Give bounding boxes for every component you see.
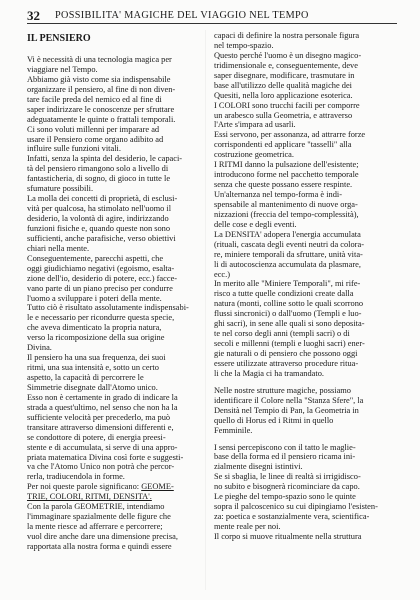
text-line: Nelle nostre strutture magiche, possiamo	[214, 385, 351, 395]
text-line: essere utilizzate attraverso procedure ritua-	[214, 358, 359, 368]
underlined-keyword: GEOME-	[141, 482, 174, 492]
text-line: rapportata alla nostra forma e quindi essere	[27, 541, 172, 551]
text-line	[27, 482, 208, 492]
text-line: stente e di accumulata, si serve di una appro-	[27, 442, 178, 452]
text-line: Tutto ciò è risultato assolutamente indispensabi-	[27, 303, 189, 313]
text-line: Con la parola GEOMETRIE, intendiamo	[27, 502, 165, 512]
text-line: gie naturali o di pensiero che possono oggi	[214, 349, 358, 358]
text-line: In merito alle "Miniere Temporali", mi rife-	[214, 279, 361, 289]
text-line: delle cose e degli eventi.	[214, 219, 297, 229]
text-line: vuol dire anche dare una dimensione precisa,	[27, 532, 178, 541]
text-line: (rituali, cascata degli eventi neutri da colora-	[214, 239, 364, 249]
text-line: Quesiti, nella loro applicazione esoterica.	[214, 90, 353, 100]
text-line: organizzare il pensiero, al fine di non diven-	[27, 84, 176, 94]
text-line: senza che queste possano essere respinte.	[214, 180, 353, 190]
text-line: funzioni fisiche e, quando queste non sono	[27, 223, 171, 233]
text-line: risco a tutte quelle condizioni create dalla	[214, 289, 354, 299]
paragraph-gap	[214, 436, 395, 443]
text-line: verso la ricomposizione della sua origine	[27, 333, 165, 343]
right-column	[214, 31, 395, 542]
text-line: chiari nella mente.	[27, 243, 90, 253]
text-line: mente reale per noi.	[214, 522, 281, 531]
text-line: Simmetrie disegnate dall'Atomo unico.	[27, 382, 158, 392]
text-line: fantasticheria, di sogno, di gioco in tutte le	[27, 174, 171, 184]
text-line: natura (monti, colline sotto le quali scorrono	[214, 299, 364, 309]
text-line: rerla, tradiucendola in forme.	[27, 472, 125, 482]
text-line: costruzione geometrica.	[214, 150, 294, 160]
text-line: transitare attraverso dimensioni differenti e,	[27, 422, 174, 432]
text-line: sufficiente velocità per precederlo, ma può	[27, 412, 171, 422]
text-line: li di autocoscienza accumulata da plasmare,	[214, 259, 361, 269]
text-line: Se si sbaglia, le linee di realtà si irrigidisco-	[214, 472, 361, 482]
text-line: l'immaginare spazialmente delle figure che	[27, 512, 171, 522]
text-line-content: Per noi queste parole significano:	[27, 482, 140, 492]
text-line: flussi sincronici) o dall'uomo (Templi e luo-	[214, 309, 362, 319]
text-line: Divina.	[27, 343, 52, 353]
text-line: te nel corso degli anni (templi sacri) o di	[214, 329, 350, 339]
text-line: no subito e bisognerà ricominciare da capo.	[214, 482, 360, 492]
text-line: ritmi, una sua intensità e, sotto un certo	[27, 363, 159, 373]
text-line: saper indirizzare le conoscenze per sfruttare	[27, 104, 175, 114]
text-line: l'uomo a sviluppare i poteri della mente.	[27, 293, 162, 303]
text-line: nel tempo-spazio.	[214, 40, 274, 50]
text-line: secoli e millenni (templi e luoghi sacri) ener-	[214, 339, 365, 349]
text-line: sufficienti, anche parafisiche, verso obiettivi	[27, 233, 176, 243]
text-line: Vi è necessità di una tecnologia magica per	[27, 55, 172, 64]
text-line: corrispondenti ed applicare "tasselli" alla	[214, 140, 352, 150]
text-line: se condottore di potere, di energia preesi-	[27, 432, 166, 442]
text-line: zione dell'io, desiderio di potere, ecc.) facce-	[27, 273, 178, 283]
text-line: tare facile preda del nemico ed al fine di	[27, 94, 162, 104]
text-line: capaci di definire la nostra personale figura	[214, 31, 360, 40]
text-line: adeguatamente le quinte o frattali temporali.	[27, 114, 176, 124]
text-line: un arabesco sulla Geometria, e attraverso	[214, 110, 353, 120]
text-line: base della forma ed il pensiero ricama ini-	[214, 452, 356, 462]
text-line: quello di Horus ed i Ritmi in quello	[214, 415, 334, 425]
header-rule	[27, 23, 397, 24]
page-number: 32	[27, 8, 40, 23]
text-line: va che l'Atomo Unico non potrà che percor-	[27, 462, 175, 472]
text-line: spensabile al mantenimento di nuove orga-	[214, 199, 358, 209]
text-line: l'Arte s'impara ad usarli.	[214, 120, 296, 130]
text-line: ecc.)	[214, 269, 231, 279]
text-line: La DENSITA' adopera l'energia accumulata	[214, 229, 361, 239]
text-line: li che la Magia ci ha tramandato.	[214, 368, 324, 378]
text-line: Le pieghe del tempo-spazio sono le quinte	[214, 492, 356, 502]
text-line: strada a quest'ultimo, nel senso che non ha la	[27, 402, 178, 412]
text-line: re, miniere temporali da sfruttare, unità vita-	[214, 249, 363, 259]
text-line: introducono forme nel pacchetto temporale	[214, 170, 359, 180]
text-line: saper disegnare, modificare, trasmutare in	[214, 70, 355, 80]
text-line: Esso non è certamente in grado di indicare la	[27, 392, 178, 402]
text-line: Un'alternanza nel tempo-forma è indi-	[214, 190, 343, 199]
text-line: la mente riesce ad afferrare e percorrere;	[27, 522, 163, 532]
text-line: Abbiamo già visto come sia indispensabile	[27, 74, 171, 84]
text-line: priata matematica Divina così forte e suggesti-	[27, 452, 184, 462]
paragraph-gap	[214, 379, 395, 386]
text-line: ghi sacri), in sene alle quali si sono deposita-	[214, 319, 365, 329]
text-line: sfumature possibili.	[27, 184, 94, 194]
text-line: sopra il palcoscenico su cui dipingiamo l'esisten-	[214, 502, 378, 512]
text-line: nizzazioni (freccia del tempo-complessità),	[214, 209, 359, 219]
text-line: le e necessario per ricondurre questa specie,	[27, 313, 175, 323]
text-line: tà del pensiero rimangono solo a livello di	[27, 164, 169, 174]
text-line: I sensi percepiscono con il tatto le maglie-	[214, 442, 356, 452]
text-line: Femminile.	[214, 425, 253, 435]
text-line: influire sulle funzioni vitali.	[27, 144, 121, 154]
text-line: Densità nel Tempio di Pan, la Geometria in	[214, 405, 359, 415]
text-line: che aveva dimenticato la propria natura,	[27, 323, 162, 333]
text-line: aspetto, la capacità di percorrere le	[27, 373, 144, 382]
page-header	[27, 8, 397, 22]
text-line: viaggiare nel Tempo.	[27, 64, 98, 74]
left-column	[27, 31, 208, 552]
text-line: Questo perché l'uomo è un disegno magico-	[214, 50, 362, 60]
running-title: POSSIBILITA' MAGICHE DEL VIAGGIO NEL TEMPO	[55, 10, 309, 21]
text-line: tridimensionale e, conseguentemente, deve	[214, 60, 358, 70]
text-line: usare il Pensiero come organo adibito ad	[27, 134, 164, 144]
text-line: za: poetica e sostanzialmente vera, scientifica-	[214, 512, 370, 522]
text-line: oggi giudichiamo negativi (egoismo, esalta-	[27, 263, 175, 273]
text-line: I RITMI danno la pulsazione dell'esistente;	[214, 160, 359, 170]
text-line: base all'utilizzo delle qualità magiche dei	[214, 80, 353, 90]
text-line: Ci sono voluti millenni per imparare ad	[27, 124, 160, 134]
section-heading: IL PENSIERO	[27, 33, 91, 44]
right-column-body-1	[214, 31, 395, 379]
text-line: Infatti, senza la spinta del desiderio, le capaci-	[27, 154, 183, 164]
text-line: zialmente disegni istintivi.	[214, 462, 303, 472]
text-line: Conseguentemente, parecchi aspetti, che	[27, 253, 164, 263]
text-line	[27, 492, 208, 502]
text-line: identificare il Colore nella "Stanza Sfere", la	[214, 395, 364, 405]
text-line-content: TRIE, COLORI, RITMI, DENSITA'.	[27, 492, 152, 502]
text-line: Il corpo si muove ritualmente nella struttura	[214, 531, 362, 541]
text-line: desiderio, la volontà di agire, indirizzando	[27, 214, 169, 223]
right-column-body-2	[214, 386, 395, 436]
text-line: La molla dei concetti di proprietà, di esclusi-	[27, 194, 178, 204]
text-line: Essi servono, per assonanza, ad attrarre forze	[214, 130, 366, 140]
text-line: I COLORI sono trucchi facili per comporre	[214, 100, 360, 110]
text-line: Il pensiero ha una sua frequenza, dei suoi	[27, 353, 166, 363]
right-column-body-3	[214, 443, 395, 542]
left-column-body	[27, 55, 208, 552]
text-line: vità per qualcosa, ha stimolato nell'uomo il	[27, 204, 172, 214]
text-line: vano parte di un piano preciso per condurre	[27, 283, 173, 293]
